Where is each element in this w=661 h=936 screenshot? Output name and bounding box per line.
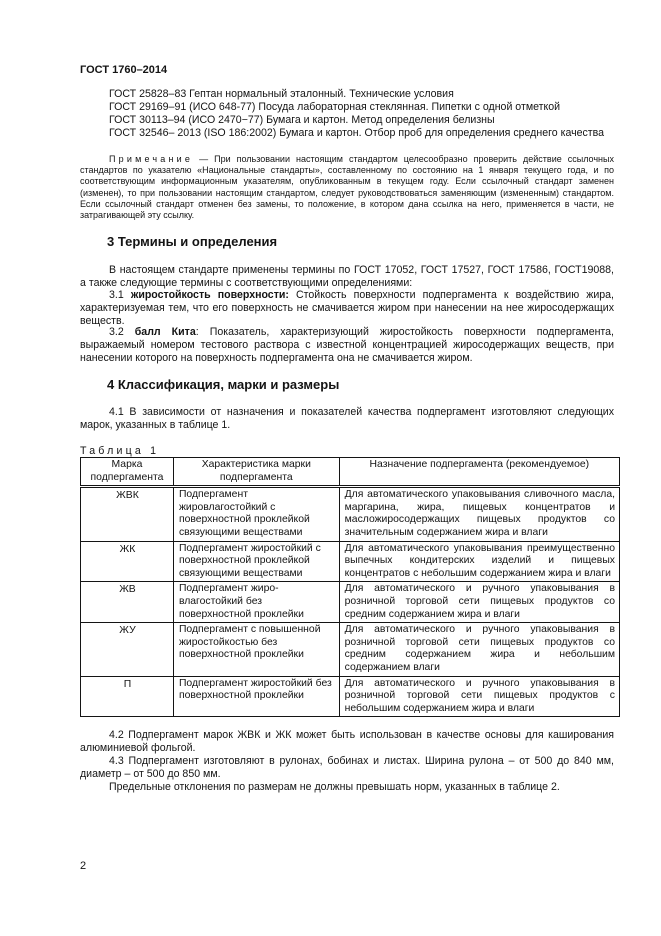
table-row: [81, 582, 620, 623]
row-characteristic: Подпергамент жировлагостойкий с поверхностной проклейкой связующими веществами: [173, 487, 339, 541]
clause-4-3-deviations: Предельные отклонения по размерам не должны превышать норм, указанных в таблице 2.: [109, 781, 560, 793]
row-purpose: Для автоматического упаковывания преимущественно выпечных кондитерских изделий и пищевых концентратов с небольшим содержанием жира и влаги: [339, 541, 619, 582]
reference-gost-29169: ГОСТ 29169–91 (ИСО 648-77) Посуда лабораторная стеклянная. Пипетки с одной отметкой: [109, 101, 561, 113]
header-characteristic: Характеристика марки подпергамента: [173, 458, 339, 487]
table-1-caption: Таблица 1: [80, 445, 160, 457]
row-characteristic: Подпергамент с повышенной жиростойкостью без поверхностной проклейки: [173, 623, 339, 676]
note-paragraph: [80, 154, 614, 221]
row-purpose: Для автоматического и ручного упаковывания в розничной торговой сети пищевых продуктов со средним содержанием жира и небольшим содержанием влаги: [339, 623, 619, 676]
reference-gost-32546: ГОСТ 32546– 2013 (ISO 186:2002) Бумага и картон. Отбор проб для определения среднего качества: [109, 127, 605, 139]
table-1: [80, 457, 620, 717]
row-purpose: Для автоматического упаковывания сливочного масла, маргарина, жира, пищевых концентратов и масложиросодержащих пищевых продуктов со значительным содержанием жира и влаги: [339, 487, 619, 541]
note-label: Примечание: [109, 154, 194, 164]
section-3-heading: 3 Термины и определения: [107, 234, 278, 249]
row-mark: ЖК: [81, 541, 174, 582]
table-header-row: [81, 458, 620, 487]
term-3-2: [80, 326, 614, 366]
section-3-intro: В настоящем стандарте применены термины по ГОСТ 17052, ГОСТ 17527, ГОСТ 17586, ГОСТ19088, а также следующие термины с соответствующими определениями:: [80, 264, 614, 290]
page-number: 2: [80, 860, 87, 872]
term-3-2-number: 3.2: [109, 326, 124, 338]
term-3-1-number: 3.1: [109, 289, 124, 301]
header-mark: Марка подпергамента: [81, 458, 174, 487]
table-row: [81, 541, 620, 582]
note-text: — При пользовании настоящим стандартом целесообразно проверить действие ссылочных стандартов по указателю «Национальные стандарты», составленному по состоянию на 1 января текущего года, и по соответствующим информационным указателям, опубликованным в текущем году. Если ссылочный стандарт заменен (изменен), то при пользовании настоящим стандартом, следует руководствоваться заменяющим (измененным) стандартом. Если ссылочный стандарт отменен без замены, то положение, в котором дана ссылка на него, применяется в части, не затрагивающей эту ссылку.: [80, 154, 614, 221]
row-mark: ЖВ: [81, 582, 174, 623]
header-purpose: Назначение подпергамента (рекомендуемое): [339, 458, 619, 487]
row-purpose: Для автоматического и ручного упаковывания в розничной торговой сети пищевых продуктов со средним содержанием жира и влаги: [339, 582, 619, 623]
term-3-1: [80, 289, 614, 329]
clause-4-2: 4.2 Подпергамент марок ЖВК и ЖК может быть использован в качестве основы для каширования алюминиевой фольгой.: [80, 729, 614, 755]
term-3-2-definition: : Показатель, характеризующий жиростойкость поверхности подпергамента, выражаемый номером тестового раствора с известной концентрацией жиросодержащих веществ, при нанесении которого на поверхность подпергамента она не смачивается жиром.: [80, 326, 615, 365]
row-purpose: Для автоматического и ручного упаковывания в розничной торговой сети пищевых продуктов с небольшим содержанием жира и влаги: [339, 676, 619, 717]
section-4-heading: 4 Классификация, марки и размеры: [107, 377, 340, 392]
table-row: [81, 487, 620, 541]
reference-gost-30113: ГОСТ 30113–94 (ИСО 2470−77) Бумага и картон. Метод определения белизны: [109, 114, 495, 126]
row-mark: ЖВК: [81, 487, 174, 541]
row-characteristic: Подпергамент жиростойкий с поверхностной проклейкой связующими веществами: [173, 541, 339, 582]
document-code-header: ГОСТ 1760–2014: [80, 64, 168, 76]
term-3-2-term: балл Кита: [134, 326, 196, 338]
term-3-1-term: жиростойкость поверхности:: [130, 289, 289, 301]
table-row: [81, 676, 620, 717]
row-characteristic: Подпергамент жиростойкий без поверхностной проклейки: [173, 676, 339, 717]
reference-gost-25828: ГОСТ 25828–83 Гептан нормальный эталонный. Технические условия: [109, 88, 454, 100]
row-mark: ЖУ: [81, 623, 174, 676]
clause-4-3: 4.3 Подпергамент изготовляют в рулонах, бобинах и листах. Ширина рулона – от 500 до 840 мм, диаметр – от 500 до 850 мм.: [80, 755, 614, 781]
term-3-1-definition: Стойкость поверхности подпергамента к воздействию жира, характеризуемая тем, что его поверхность не смачивается жиром при нанесении на нее жиросодержащих веществ.: [80, 289, 614, 328]
row-characteristic: Подпергамент жиро-влагостойкий без поверхностной проклейки: [173, 582, 339, 623]
clause-4-1: 4.1 В зависимости от назначения и показателей качества подпергамент изготовляют следующих марок, указанных в таблице 1.: [80, 406, 614, 432]
row-mark: П: [81, 676, 174, 717]
table-row: [81, 623, 620, 676]
